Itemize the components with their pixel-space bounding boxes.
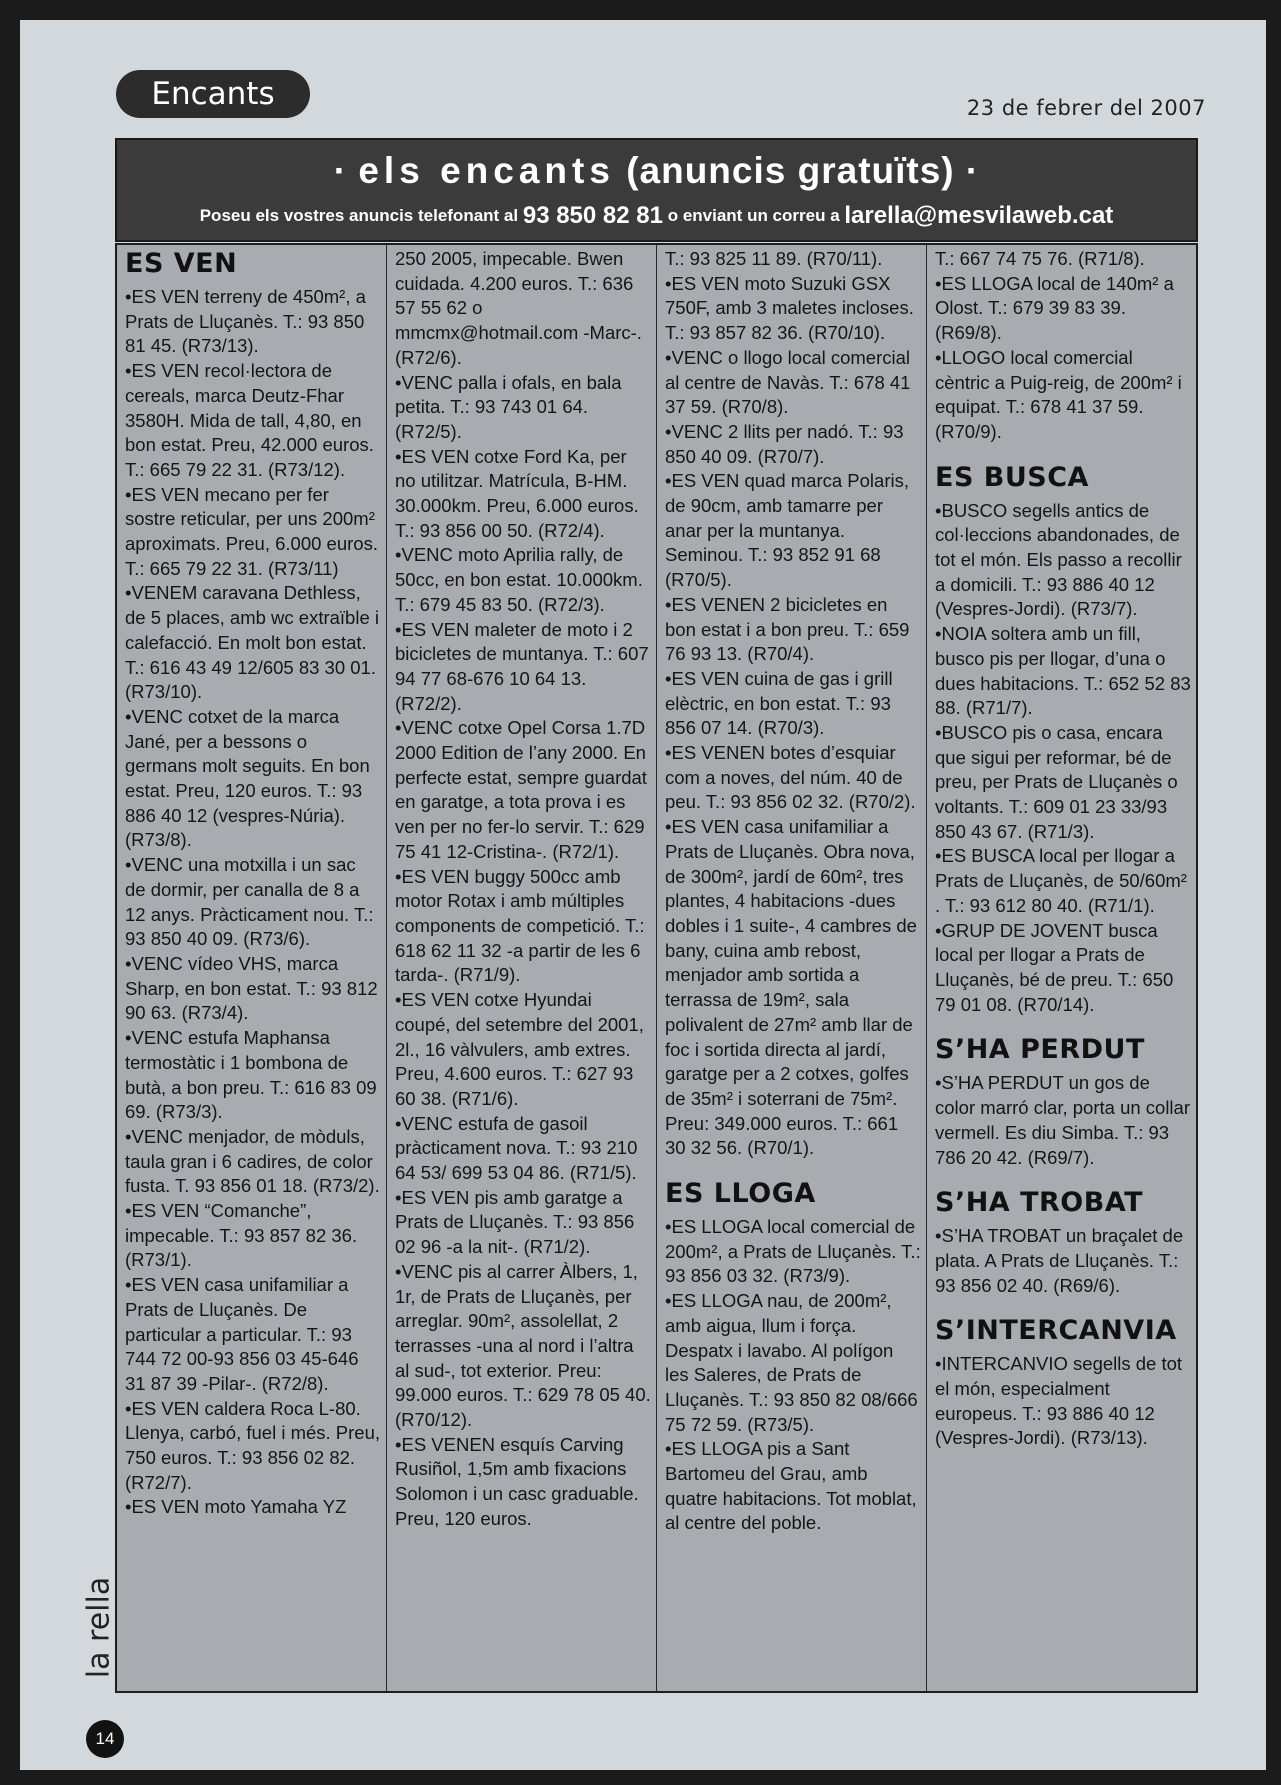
classified-ad: •VENC moto Aprilia rally, de 50cc, en bon estat. 10.000km. T.: 679 45 83 50. (R72/3). bbox=[395, 544, 643, 615]
classified-ad: •ES VEN recol·lectora de cereals, marca Deutz-Fhar 3580H. Mida de tall, 4,80, en bon estat. Preu, 42.000 euros. T.: 665 79 22 31. (R73/12). bbox=[125, 360, 374, 480]
classified-ad: •ES VENEN 2 bicicletes en bon estat i a bon preu. T.: 659 76 93 13. (R70/4). bbox=[665, 593, 910, 665]
classified-ad: •ES BUSCA local per llogar a Prats de Lluçanès, de 50/60m² . T.: 93 612 80 40. (R71/1). bbox=[935, 845, 1187, 916]
ad-column bbox=[927, 245, 1196, 1691]
page-number-badge: 14 bbox=[86, 1720, 124, 1758]
classified-ad: •ES VEN casa unifamiliar a Prats de Lluçanès. De particular a particular. T.: 93 744 72 00-93 856 03 45-646 31 87 39 -Pilar-. (R72/8). bbox=[125, 1274, 359, 1394]
classified-ad: •ES VEN buggy 500cc amb motor Rotax i amb múltiples components de competició. T.: 618 62 11 32 -a partir de les 6 tarda-. (R71/9). bbox=[395, 865, 645, 986]
publication-name: la rella bbox=[81, 1576, 117, 1679]
classified-ad: •VENC una motxilla i un sac de dormir, per canalla de 8 a 12 anys. Pràcticament nou. T.: 93 850 40 09. (R73/6). bbox=[125, 854, 374, 950]
classified-ad: •VENEM caravana Dethless, de 5 places, amb wc extraïble i calefacció. En molt bon estat. T.: 616 43 49 12/605 83 30 01. (R73/10). bbox=[125, 582, 379, 703]
sub-middle: o enviant un correu a bbox=[667, 206, 840, 225]
category-heading: S’HA PERDUT bbox=[935, 1034, 1145, 1066]
magazine-page bbox=[20, 20, 1266, 1770]
banner-title bbox=[117, 150, 1196, 192]
classified-ad: •VENC vídeo VHS, marca Sharp, en bon estat. T.: 93 812 90 63. (R73/4). bbox=[125, 952, 378, 1024]
classified-ad: •ES VEN moto Yamaha YZ bbox=[125, 1496, 347, 1518]
classifieds-banner bbox=[115, 138, 1198, 242]
classified-ad: 250 2005, impecable. Bwen cuidada. 4.200 euros. T.: 636 57 55 62 o mmcmx@hotmail.com -Marc-. (R72/6). bbox=[395, 248, 642, 368]
classified-ad: •LLOGO local comercial cèntric a Puig-reig, de 200m² i equipat. T.: 678 41 37 59. (R70/9). bbox=[935, 346, 1182, 442]
title-bullet-left: · bbox=[333, 150, 348, 191]
classified-ad: •VENC cotxe Opel Corsa 1.7D 2000 Edition de l’any 2000. En perfecte estat, sempre guardat en garatge, a tota prova i es ven per no fer-lo servir. T.: 629 75 41 12-Cristina-. (R72/1). bbox=[395, 717, 647, 862]
classified-ad: •ES VEN pis amb garatge a Prats de Lluçanès. T.: 93 856 02 96 -a la nit-. (R71/2). bbox=[395, 1186, 635, 1258]
classified-ad: •S’HA PERDUT un gos de color marró clar, porta un collar vermell. Es diu Simba. T.: 93 786 20 42. (R69/7). bbox=[935, 1072, 1190, 1168]
banner-subtitle bbox=[117, 202, 1196, 230]
contact-phone: 93 850 82 81 bbox=[522, 202, 663, 229]
sub-text: Poseu els vostres anuncis telefonant al bbox=[199, 206, 519, 225]
classified-ad: •ES VEN casa unifamiliar a Prats de Lluçanès. Obra nova, de 300m², jardí de 60m², tres plantes, 4 habitacions -dues dobles i 1 suite-, 4 cambres de bany, cuina amb rebost, menjador amb sortida a terrassa de 19m², sala polivalent de 27m² amb llar de foc i sortida directa al jardí, garatge per a 2 cotxes, golfes de 35m² i soterrani de 75m². Preu: 349.000 euros. T.: 661 30 32 56. (R70/1). bbox=[665, 816, 917, 1159]
classified-ad: •ES VEN caldera Roca L-80. Llenya, carbó, fuel i més. Preu, 750 euros. T.: 93 856 02 82. (R72/7). bbox=[125, 1397, 381, 1493]
category-heading: ES LLOGA bbox=[665, 1178, 816, 1210]
classified-ad: T.: 667 74 75 76. (R71/8). bbox=[935, 248, 1145, 269]
classified-ad: •ES VEN cuina de gas i grill elèctric, en bon estat. T.: 93 856 07 14. (R70/3). bbox=[665, 667, 893, 739]
category-heading: ES BUSCA bbox=[935, 461, 1089, 493]
classified-ad: •ES VEN cotxe Ford Ka, per no utilitzar. Matrícula, B-HM. 30.000km. Preu, 6.000 euros. T.: 93 856 00 50. (R72/4). bbox=[395, 445, 639, 541]
classified-ad: T.: 93 825 11 89. (R70/11). bbox=[665, 248, 883, 269]
classified-ad: •ES VEN mecano per fer sostre reticular, per uns 200m² aproximats. Preu, 6.000 euros. T.: 665 79 22 31. (R73/11) bbox=[125, 483, 378, 579]
classified-ad: •VENC 2 llits per nadó. T.: 93 850 40 09. (R70/7). bbox=[665, 420, 904, 467]
classified-ad: •VENC cotxet de la marca Jané, per a bessons o germans molt seguits. En bon estat. Preu, 120 euros. T.: 93 886 40 12 (vespres-Núria). (R73/8). bbox=[125, 705, 370, 851]
classified-ad: •ES VEN “Comanche”, impecable. T.: 93 857 82 36. (R73/1). bbox=[125, 1200, 358, 1271]
title-spaced: els encants bbox=[358, 150, 615, 191]
classified-ad: •INTERCANVIO segells de tot el món, especialment europeus. T.: 93 886 40 12 (Vespres-Jordi). (R73/13). bbox=[935, 1353, 1183, 1449]
classified-ad: •NOIA soltera amb un fill, busco pis per llogar, d’una o dues habitacions. T.: 652 52 83 88. (R71/7). bbox=[935, 623, 1191, 719]
classified-ad: •GRUP DE JOVENT busca local per llogar a Prats de Lluçanès, bé de preu. T.: 650 79 01 08. (R70/14). bbox=[935, 919, 1174, 1015]
issue-date: 23 de febrer del 2007 bbox=[966, 96, 1206, 120]
classified-ad: •ES VEN quad marca Polaris, de 90cm, amb tamarre per anar per la muntanya. Seminou. T.: 93 852 91 68 (R70/5). bbox=[665, 470, 909, 591]
section-label: Encants bbox=[116, 70, 310, 118]
classified-ad: •ES LLOGA local de 140m² a Olost. T.: 679 39 83 39. (R69/8). bbox=[935, 272, 1174, 344]
category-heading: S’HA TROBAT bbox=[935, 1187, 1144, 1219]
classified-ad: •VENC estufa de gasoil pràcticament nova. T.: 93 210 64 53/ 699 53 04 86. (R71/5). bbox=[395, 1112, 638, 1184]
classified-ad: •ES VEN maleter de moto i 2 bicicletes de muntanya. T.: 607 94 77 68-676 10 64 13. (R72/2). bbox=[395, 618, 649, 714]
category-heading: S’INTERCANVIA bbox=[935, 1315, 1177, 1347]
classified-ad: •ES LLOGA pis a Sant Bartomeu del Grau, amb quatre habitacions. Tot moblat, al centre del poble. bbox=[665, 1438, 917, 1534]
title-bullet-right: · bbox=[965, 150, 980, 191]
classified-ad: •ES LLOGA nau, de 200m², amb aigua, llum i força. Despatx i lavabo. Al polígon les Saleres, de Prats de Lluçanès. T.: 93 850 82 08/666 75 72 59. (R73/5). bbox=[665, 1290, 918, 1435]
ads-columns bbox=[115, 243, 1198, 1693]
title-rest: (anuncis gratuïts) bbox=[626, 150, 955, 191]
classified-ad: •VENC pis al carrer Àlbers, 1, 1r, de Prats de Lluçanès, per arreglar. 90m², assolellat, 2 terrasses -una al nord i l’altra al sud-, tot exterior. Preu: 99.000 euros. T.: 629 78 05 40. (R70/12). bbox=[395, 1260, 651, 1431]
ad-column bbox=[657, 245, 927, 1691]
classified-ad: •BUSCO segells antics de col·leccions abandonades, de tot el món. Els passo a recollir a domicili. T.: 93 886 40 12 (Vespres-Jordi). (R73/7). bbox=[935, 499, 1182, 620]
contact-email: larella@mesvilaweb.cat bbox=[844, 202, 1114, 229]
classified-ad: •VENC menjador, de mòduls, taula gran i 6 cadires, de color fusta. T. 93 856 01 18. (R73/2). bbox=[125, 1125, 380, 1197]
category-heading: ES VEN bbox=[125, 248, 238, 279]
classified-ad: •VENC palla i ofals, en bala petita. T.: 93 743 01 64. (R72/5). bbox=[395, 371, 622, 442]
classified-ad: •ES LLOGA local comercial de 200m², a Prats de Lluçanès. T.: 93 856 03 32. (R73/9). bbox=[665, 1216, 921, 1287]
classified-ad: •ES VEN cotxe Hyundai coupé, del setembre del 2001, 2l., 16 vàlvulers, amb extres. Preu, 4.600 euros. T.: 627 93 60 38. (R71/6). bbox=[395, 989, 644, 1109]
ad-column bbox=[117, 245, 387, 1691]
classified-ad: •S’HA TROBAT un braçalet de plata. A Prats de Lluçanès. T.: 93 856 02 40. (R69/6). bbox=[935, 1225, 1184, 1296]
classified-ad: •ES VENEN esquís Carving Rusiñol, 1,5m amb fixacions Solomon i un casc graduable. Preu, 120 euros. bbox=[395, 1433, 639, 1529]
classified-ad: •VENC o llogo local comercial al centre de Navàs. T.: 678 41 37 59. (R70/8). bbox=[665, 346, 911, 418]
classified-ad: •ES VENEN botes d’esquiar com a noves, del núm. 40 de peu. T.: 93 856 02 32. (R70/2). bbox=[665, 742, 916, 813]
classified-ad: •ES VEN moto Suzuki GSX 750F, amb 3 maletes incloses. T.: 93 857 82 36. (R70/10). bbox=[665, 272, 914, 344]
classified-ad: •ES VEN terreny de 450m², a Prats de Lluçanès. T.: 93 850 81 45. (R73/13). bbox=[125, 286, 366, 357]
classified-ad: •VENC estufa Maphansa termostàtic i 1 bombona de butà, a bon preu. T.: 616 83 09 69. (R73/3). bbox=[125, 1027, 377, 1123]
classified-ad: •BUSCO pis o casa, encara que sigui per reformar, bé de preu, per Prats de Lluçanès o voltants. T.: 609 01 23 33/93 850 43 67. (R71/3). bbox=[935, 721, 1178, 842]
ad-column bbox=[387, 245, 657, 1691]
